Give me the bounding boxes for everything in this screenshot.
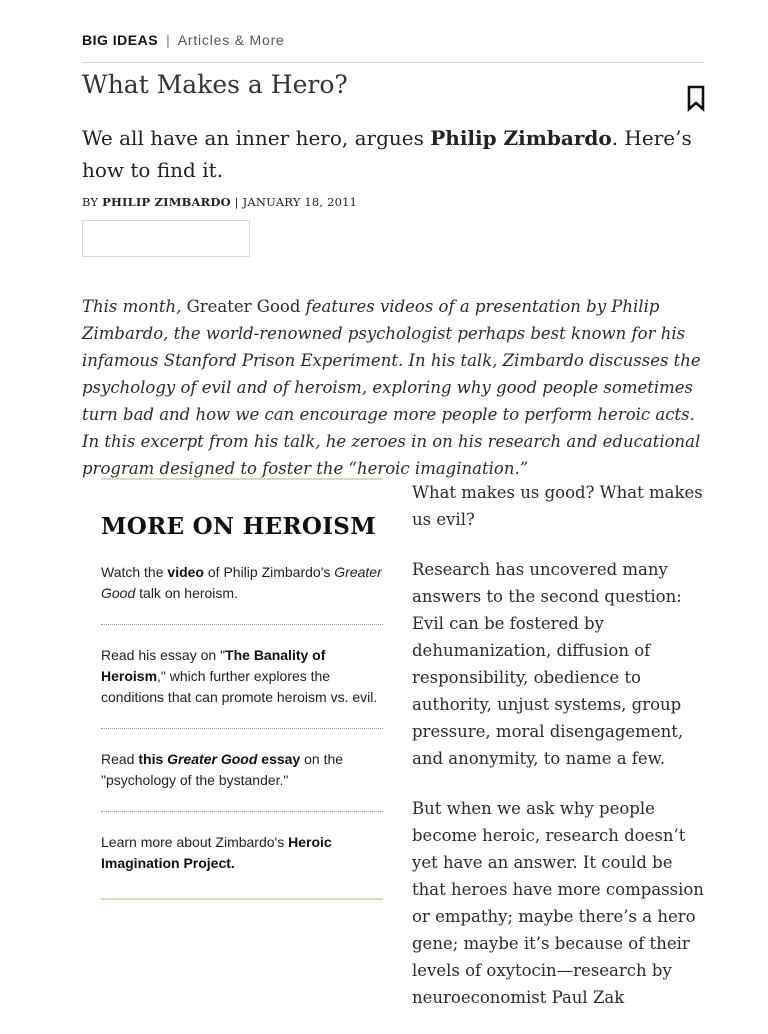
section-link[interactable]: Articles & More — [177, 32, 285, 48]
banality-of-heroism-link[interactable]: The Banality of Heroism — [101, 647, 326, 684]
sidebar-item-bystander: Read this Greater Good essay on the "psychology of the bystander." — [101, 729, 383, 812]
brand-link[interactable]: BIG IDEAS — [82, 32, 159, 48]
dek-text: We all have an inner hero, argues — [82, 126, 431, 150]
dek-text-end: . Here’s how to find it. — [82, 126, 692, 182]
intro-text-rest: features videos of a presentation by Philip Zimbardo, the world-renowned psychologist perhaps best known for his infamous Stanford Prison Experiment. In his talk, Zimbardo discusses the psychology of evil and of heroism, exploring why good people sometimes turn bad and how we can encourage more people to perform heroic acts. In this excerpt from his talk, he zeroes in on his research and educational program designed to foster the “heroic imagination.” — [82, 297, 701, 478]
byline-date: JANUARY 18, 2011 — [242, 195, 358, 209]
intro-publication: Greater Good — [186, 297, 301, 316]
header-separator: | — [166, 32, 170, 48]
article-dek — [82, 122, 704, 186]
byline-separator: | — [234, 195, 239, 209]
byline-prefix: BY — [82, 195, 99, 209]
sidebar-bottom-rule — [101, 898, 383, 900]
article-intro — [82, 293, 704, 482]
sidebar-item-project: Learn more about Zimbardo's Heroic Imagination Project. — [101, 834, 332, 871]
intro-text: This month, — [82, 297, 187, 316]
byline-author[interactable]: PHILIP ZIMBARDO — [102, 195, 231, 209]
byline — [82, 195, 357, 209]
header-divider — [82, 62, 704, 63]
dek-author: Philip Zimbardo — [430, 126, 612, 150]
body-paragraph: Research has uncovered many answers to the second question: Evil can be fostered by dehumanization, diffusion of responsibility, obedience to authority, unjust systems, group pressure, moral disengagement, and anonymity, to name a few. — [412, 560, 684, 768]
sidebar-item-essay: Read his essay on "The Banality of Heroism," which further explores the conditions that can promote heroism vs. evil. — [101, 625, 383, 729]
site-header — [82, 32, 704, 48]
body-paragraph: What makes us good? What makes us evil? — [412, 483, 703, 529]
bystander-essay-link[interactable]: this Greater Good essay — [138, 751, 301, 767]
more-on-heroism-sidebar — [101, 478, 383, 900]
sidebar-heading: MORE ON HEROISM — [101, 513, 376, 540]
sidebar-item-video: Watch the video of Philip Zimbardo's Greater Good talk on heroism. — [101, 542, 383, 625]
sidebar-top-rule — [101, 478, 383, 480]
article-title: What Makes a Hero? — [82, 70, 348, 99]
body-paragraph: But when we ask why people become heroic, research doesn’t yet have an answer. It could be that heroes have more compassion or empathy; maybe there’s a hero gene; maybe it’s because of their levels of oxytocin—research by neuroeconomist Paul Zak — [412, 799, 704, 1007]
heroic-imagination-link[interactable]: Heroic Imagination Project. — [101, 834, 332, 871]
video-link[interactable]: video — [167, 564, 204, 580]
article-body — [412, 479, 704, 1034]
bookmark-icon[interactable] — [684, 84, 708, 112]
share-box[interactable] — [82, 220, 250, 257]
